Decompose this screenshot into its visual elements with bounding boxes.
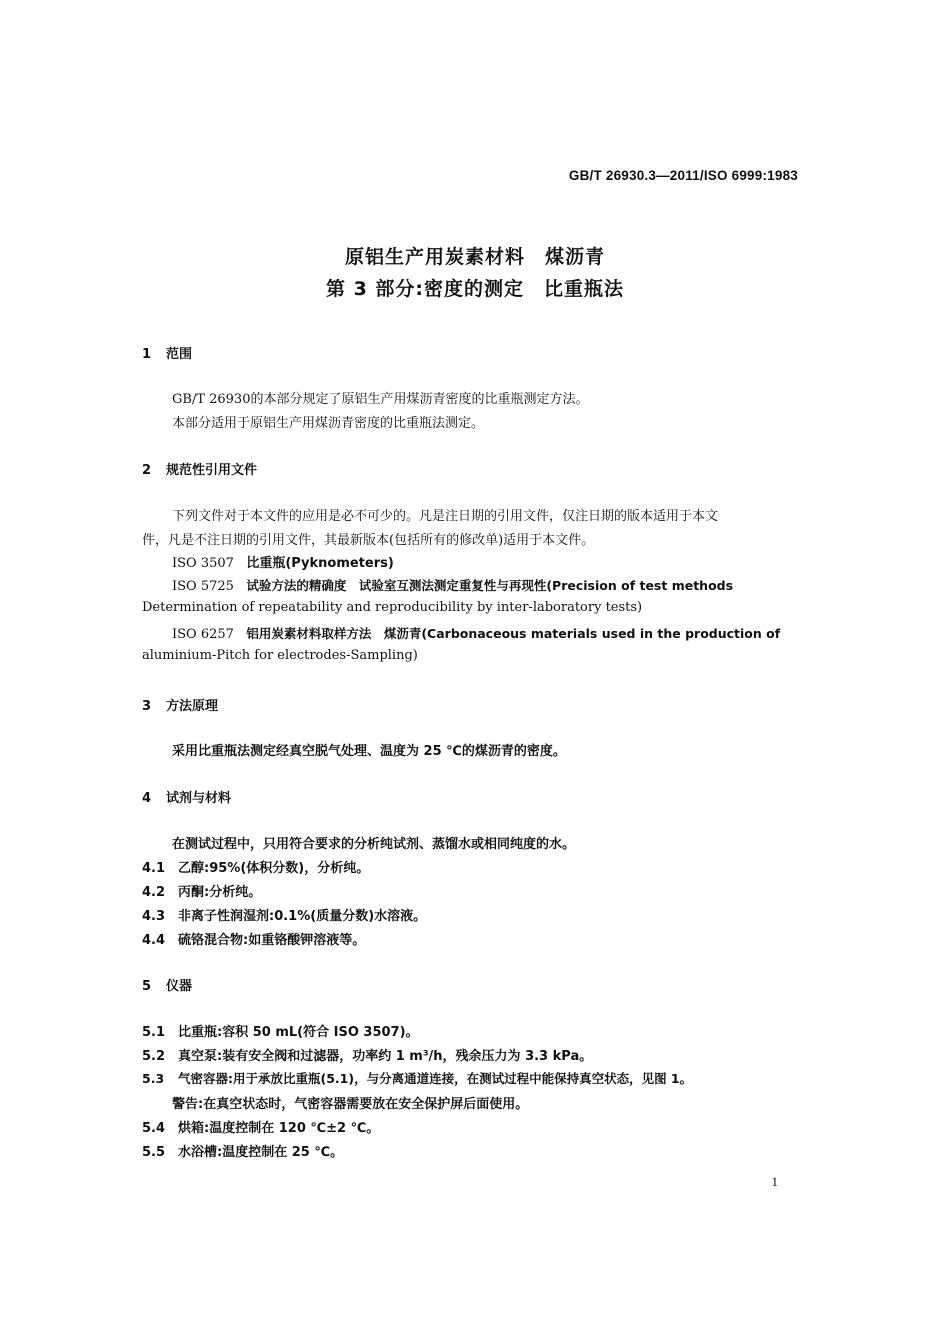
section-1-paragraph-2: 本部分适用于原铝生产用煤沥青密度的比重瓶法测定。 [172, 416, 485, 431]
item-text: 硫铬混合物:如重铬酸钾溶液等。 [178, 933, 366, 948]
section-1-paragraph-1: GB/T 26930的本部分规定了原铝生产用煤沥青密度的比重瓶测定方法。 [172, 392, 589, 407]
reference-iso-6257-continued: aluminium-Pitch for electrodes-Sampling) [142, 648, 418, 663]
item-text: 真空泵:装有安全阀和过滤器，功率约 1 m³/h，残余压力为 3.3 kPa。 [178, 1049, 593, 1064]
reference-code: ISO 6257 [172, 627, 234, 642]
section-4-paragraph-1: 在测试过程中，只用符合要求的分析纯试剂、蒸馏水或相同纯度的水。 [172, 837, 576, 852]
list-item [142, 1069, 692, 1087]
item-number: 5.1 [142, 1025, 166, 1040]
list-item [142, 1141, 343, 1160]
reference-title: 比重瓶(Pyknometers) [246, 556, 394, 571]
item-text: 水浴槽:温度控制在 25 ℃。 [178, 1145, 344, 1160]
item-number: 5.5 [142, 1145, 166, 1160]
section-number: 3 [142, 699, 152, 714]
section-number: 4 [142, 791, 152, 806]
section-5-heading [142, 975, 192, 994]
section-4-heading [142, 787, 231, 806]
list-item [142, 1021, 419, 1040]
reference-iso-3507 [172, 552, 394, 571]
section-2-heading [142, 459, 257, 478]
section-2-paragraph-line-1: 下列文件对于本文件的应用是必不可少的。凡是注日期的引用文件，仅注日期的版本适用于本文 [172, 509, 719, 524]
list-item [142, 881, 261, 900]
item-number: 5.3 [142, 1071, 165, 1086]
section-title: 试剂与材料 [166, 791, 232, 806]
reference-iso-5725-continued: Determination of repeatability and reproducibility by inter-laboratory tests) [142, 600, 643, 615]
item-text: 非离子性润湿剂:0.1%(质量分数)水溶液。 [178, 909, 427, 924]
section-1-heading [142, 343, 192, 362]
standard-code: GB/T 26930.3—2011/ISO 6999:1983 [568, 168, 798, 183]
section-title: 仪器 [166, 979, 193, 994]
reference-code: ISO 3507 [172, 556, 234, 571]
reference-iso-5725 [172, 576, 733, 594]
section-number: 1 [142, 347, 152, 362]
section-number: 2 [142, 463, 152, 478]
list-item [142, 1045, 592, 1064]
list-item [142, 905, 426, 924]
reference-code: ISO 5725 [172, 579, 234, 594]
item-text: 烘箱:温度控制在 120 ℃±2 ℃。 [178, 1121, 380, 1136]
item-number: 4.2 [142, 885, 166, 900]
item-number: 4.4 [142, 933, 166, 948]
section-3-heading [142, 695, 218, 714]
list-item [142, 1117, 379, 1136]
item-number: 4.1 [142, 861, 166, 876]
item-number: 4.3 [142, 909, 166, 924]
section-title: 范围 [166, 347, 193, 362]
item-text: 比重瓶:容积 50 mL(符合 ISO 3507)。 [178, 1025, 419, 1040]
section-number: 5 [142, 979, 152, 994]
document-title-line-1: 原铝生产用炭素材料 煤沥青 [344, 246, 605, 268]
reference-title: 铝用炭素材料取样方法 煤沥青(Carbonaceous materials used in the production of [246, 626, 781, 641]
section-title: 规范性引用文件 [166, 463, 258, 478]
item-number: 5.2 [142, 1049, 166, 1064]
page-number: 1 [771, 1174, 778, 1189]
safety-warning: 警告:在真空状态时，气密容器需要放在安全保护屏后面使用。 [172, 1097, 529, 1112]
section-title: 方法原理 [166, 699, 219, 714]
reference-title: 试验方法的精确度 试验室互测法测定重复性与再现性(Precision of test methods [246, 578, 734, 593]
list-item [142, 857, 369, 876]
reference-iso-6257 [172, 624, 780, 642]
item-text: 丙酮:分析纯。 [178, 885, 262, 900]
item-text: 乙醇:95%(体积分数)，分析纯。 [178, 861, 370, 876]
section-3-paragraph-1: 采用比重瓶法测定经真空脱气处理、温度为 25 ℃的煤沥青的密度。 [172, 744, 566, 759]
list-item [142, 929, 365, 948]
item-number: 5.4 [142, 1121, 166, 1136]
item-text: 气密容器:用于承放比重瓶(5.1)，与分离通道连接，在测试过程中能保持真空状态，见图 1。 [178, 1071, 693, 1086]
document-title-line-2: 第 3 部分:密度的测定 比重瓶法 [325, 278, 625, 300]
section-2-paragraph-line-2: 件，凡是不注日期的引用文件，其最新版本(包括所有的修改单)适用于本文件。 [142, 533, 595, 548]
